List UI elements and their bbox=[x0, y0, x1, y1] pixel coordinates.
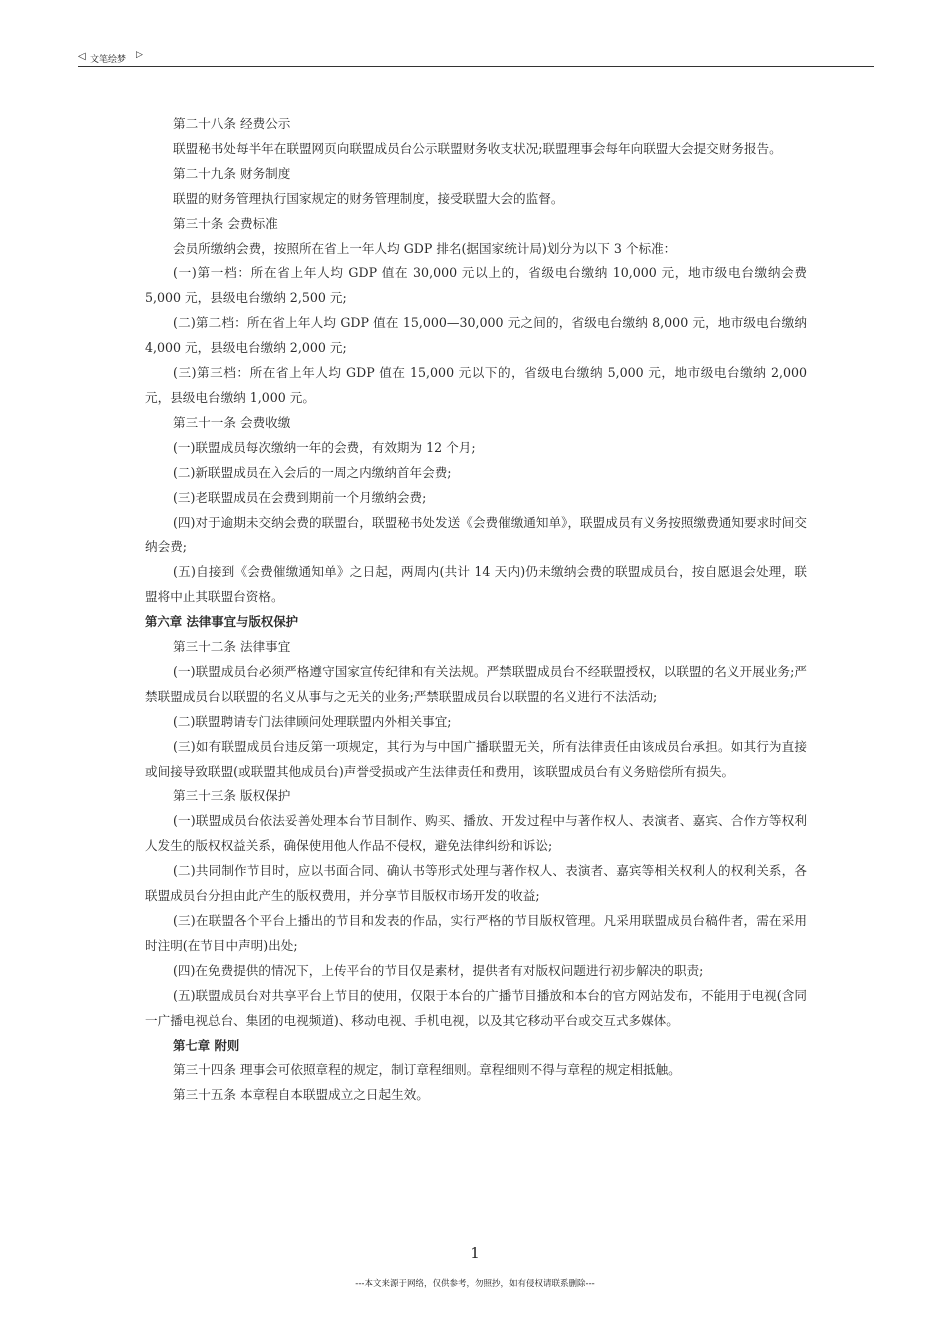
paragraph: (四)在免费提供的情况下，上传平台的节目仅是素材，提供者有对版权问题进行初步解决的职责; bbox=[173, 962, 704, 978]
paragraph: (三)第三档：所在省上年人均 GDP 值在 15,000 元以下的，省级电台缴纳 5,000 元，地市级电台缴纳 2,000 元，县级电台缴纳 1,000 元。 bbox=[145, 365, 807, 405]
paragraph: 第三十五条 本章程自本联盟成立之日起生效。 bbox=[173, 1087, 429, 1103]
paragraph: (二)第二档：所在省上年人均 GDP 值在 15,000—30,000 元之间的，省级电台缴纳 8,000 元，地市级电台缴纳 4,000 元，县级电台缴纳 2,000 元; bbox=[145, 315, 807, 356]
page-header bbox=[78, 48, 874, 67]
triangle-right-icon: ▷ bbox=[136, 50, 143, 60]
paragraph: 第三十二条 法律事宜 bbox=[173, 639, 291, 655]
triangle-left-icon: ◁ bbox=[78, 51, 86, 62]
header-brand: 文笔绘梦 bbox=[90, 55, 127, 65]
paragraph: (一)联盟成员每次缴纳一年的会费，有效期为 12 个月; bbox=[173, 439, 476, 455]
paragraph: 会员所缴纳会费，按照所在省上一年人均 GDP 排名(据国家统计局)划分为以下 3 个标准： bbox=[173, 240, 677, 256]
chapter-heading: 第七章 附则 bbox=[173, 1037, 240, 1053]
paragraph: 联盟秘书处每半年在联盟网页向联盟成员台公示联盟财务收支状况;联盟理事会每年向联盟大会提交财务报告。 bbox=[173, 140, 782, 156]
paragraph: (一)联盟成员台必须严格遵守国家宣传纪律和有关法规。严禁联盟成员台不经联盟授权，以联盟的名义开展业务;严禁联盟成员台以联盟的名义从事与之无关的业务;严禁联盟成员台以联盟的名义进行不法活动; bbox=[145, 663, 807, 704]
paragraph: 联盟的财务管理执行国家规定的财务管理制度，接受联盟大会的监督。 bbox=[173, 190, 564, 206]
paragraph: 第三十四条 理事会可依照章程的规定，制订章程细则。章程细则不得与章程的规定相抵触。 bbox=[173, 1062, 681, 1078]
paragraph: (二)联盟聘请专门法律顾问处理联盟内外相关事宜; bbox=[173, 713, 452, 729]
paragraph: (四)对于逾期未交纳会费的联盟台，联盟秘书处发送《会费催缴通知单》，联盟成员有义务按照缴费通知要求时间交纳会费; bbox=[145, 514, 807, 555]
document-body bbox=[145, 112, 807, 1108]
paragraph: (五)自接到《会费催缴通知单》之日起，两周内(共计 14 天内)仍未缴纳会费的联盟成员台，按自愿退会处理，联盟将中止其联盟台资格。 bbox=[145, 564, 807, 605]
paragraph: (一)第一档：所在省上年人均 GDP 值在 30,000 元以上的，省级电台缴纳 10,000 元，地市级电台缴纳会费 5,000 元，县级电台缴纳 2,500 元; bbox=[145, 265, 807, 306]
paragraph: (三)如有联盟成员台违反第一项规定，其行为与中国广播联盟无关，所有法律责任由该成员台承担。如其行为直接或间接导致联盟(或联盟其他成员台)声誉受损或产生法律责任和费用，该联盟成员台有义务赔偿所有损失。 bbox=[145, 738, 807, 779]
paragraph: 第二十八条 经费公示 bbox=[173, 116, 291, 131]
paragraph: 第三十三条 版权保护 bbox=[173, 788, 291, 804]
chapter-heading: 第六章 法律事宜与版权保护 bbox=[145, 614, 299, 630]
paragraph: (三)老联盟成员在会费到期前一个月缴纳会费; bbox=[173, 489, 427, 505]
paragraph: 第三十一条 会费收缴 bbox=[173, 414, 291, 430]
page-number: 1 bbox=[470, 1244, 480, 1262]
paragraph: (三)在联盟各个平台上播出的节目和发表的作品，实行严格的节目版权管理。凡采用联盟成员台稿件者，需在采用时注明(在节目中声明)出处; bbox=[145, 913, 807, 953]
page-footer: ---本文来源于网络，仅供参考，勿照抄，如有侵权请联系删除--- bbox=[355, 1279, 595, 1289]
paragraph: (五)联盟成员台对共享平台上节目的使用，仅限于本台的广播节目播放和本台的官方网站发布，不能用于电视(含同一广播电视总台、集团的电视频道)、移动电视、手机电视，以及其它移动平台或交互式多媒体。 bbox=[145, 987, 807, 1028]
paragraph: (一)联盟成员台依法妥善处理本台节目制作、购买、播放、开发过程中与著作权人、表演者、嘉宾、合作方等权利人发生的版权权益关系，确保使用他人作品不侵权，避免法律纠纷和诉讼; bbox=[145, 813, 807, 854]
paragraph: 第二十九条 财务制度 bbox=[173, 165, 291, 181]
paragraph: (二)新联盟成员在入会后的一周之内缴纳首年会费; bbox=[173, 464, 452, 480]
paragraph: (二)共同制作节目时，应以书面合同、确认书等形式处理与著作权人、表演者、嘉宾等相关权利人的权利关系，各联盟成员台分担由此产生的版权费用，并分享节目版权市场开发的收益; bbox=[145, 863, 807, 904]
paragraph: 第三十条 会费标准 bbox=[173, 215, 278, 231]
